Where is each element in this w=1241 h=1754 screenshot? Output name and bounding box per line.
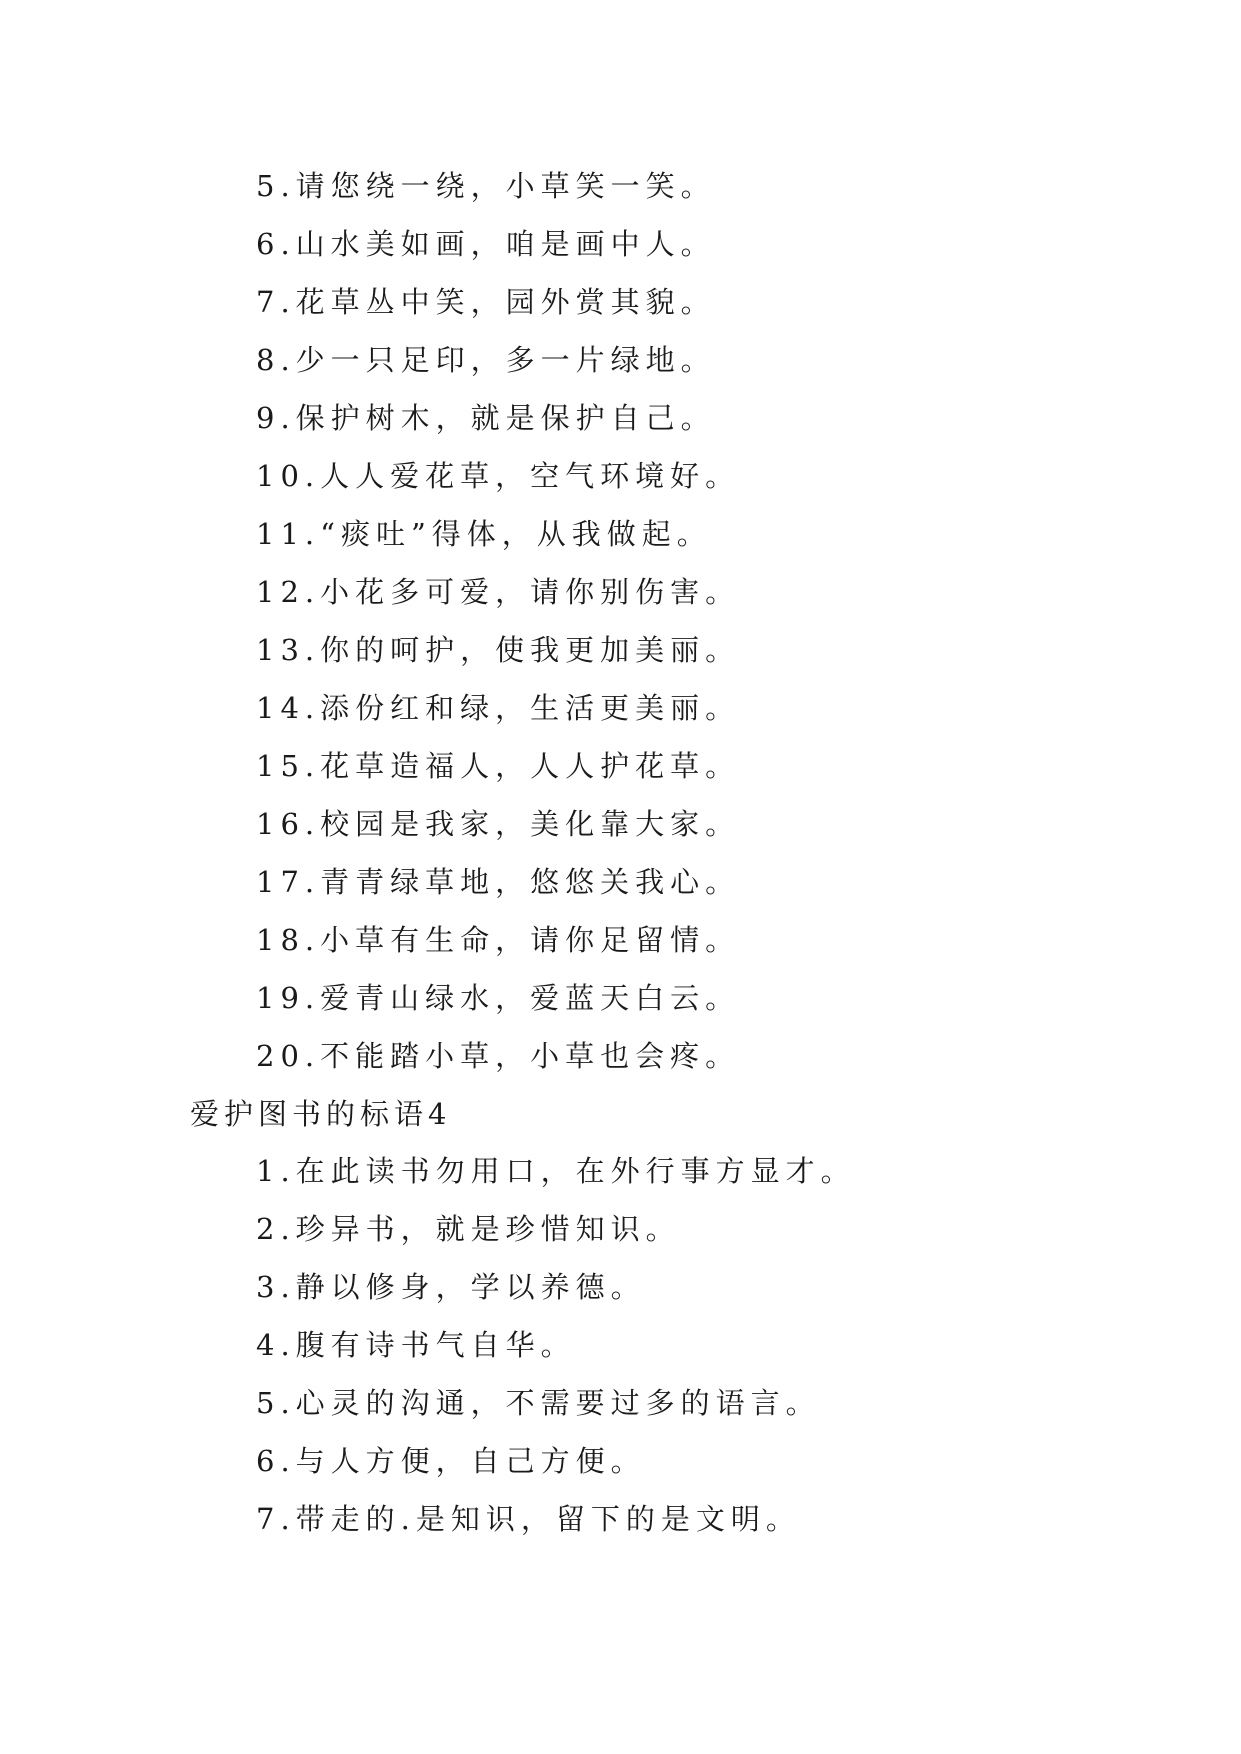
- slogan-item: 10.人人爱花草，空气环境好。: [256, 459, 741, 493]
- slogan-item: 7.带走的.是知识，留下的是文明。: [256, 1502, 801, 1536]
- slogan-item: 6.山水美如画，咱是画中人。: [256, 227, 716, 261]
- slogan-item: 16.校园是我家，美化靠大家。: [256, 807, 741, 841]
- slogan-item: 17.青青绿草地，悠悠关我心。: [256, 865, 741, 899]
- slogan-item: 5.心灵的沟通，不需要过多的语言。: [256, 1386, 821, 1420]
- slogan-item: 13.你的呵护，使我更加美丽。: [256, 633, 741, 667]
- slogan-item: 7.花草丛中笑，园外赏其貌。: [256, 285, 716, 319]
- slogan-item: 11.“痰吐”得体，从我做起。: [256, 517, 712, 551]
- slogan-item: 1.在此读书勿用口，在外行事方显才。: [256, 1154, 856, 1188]
- slogan-item: 8.少一只足印，多一片绿地。: [256, 343, 716, 377]
- slogan-item: 9.保护树木，就是保护自己。: [256, 401, 716, 435]
- section-heading: 爱护图书的标语4: [190, 1097, 452, 1131]
- slogan-item: 19.爱青山绿水，爱蓝天白云。: [256, 981, 741, 1015]
- slogan-item: 2.珍异书，就是珍惜知识。: [256, 1212, 681, 1246]
- slogan-item: 15.花草造福人，人人护花草。: [256, 749, 741, 783]
- slogan-item: 3.静以修身，学以养德。: [256, 1270, 646, 1304]
- slogan-item: 4.腹有诗书气自华。: [256, 1328, 576, 1362]
- slogan-item: 18.小草有生命，请你足留情。: [256, 923, 741, 957]
- slogan-item: 14.添份红和绿，生活更美丽。: [256, 691, 741, 725]
- slogan-item: 12.小花多可爱，请你别伤害。: [256, 575, 741, 609]
- slogan-item: 20.不能踏小草，小草也会疼。: [256, 1039, 741, 1073]
- slogan-item: 5.请您绕一绕，小草笑一笑。: [256, 169, 716, 203]
- slogan-item: 6.与人方便，自己方便。: [256, 1444, 646, 1478]
